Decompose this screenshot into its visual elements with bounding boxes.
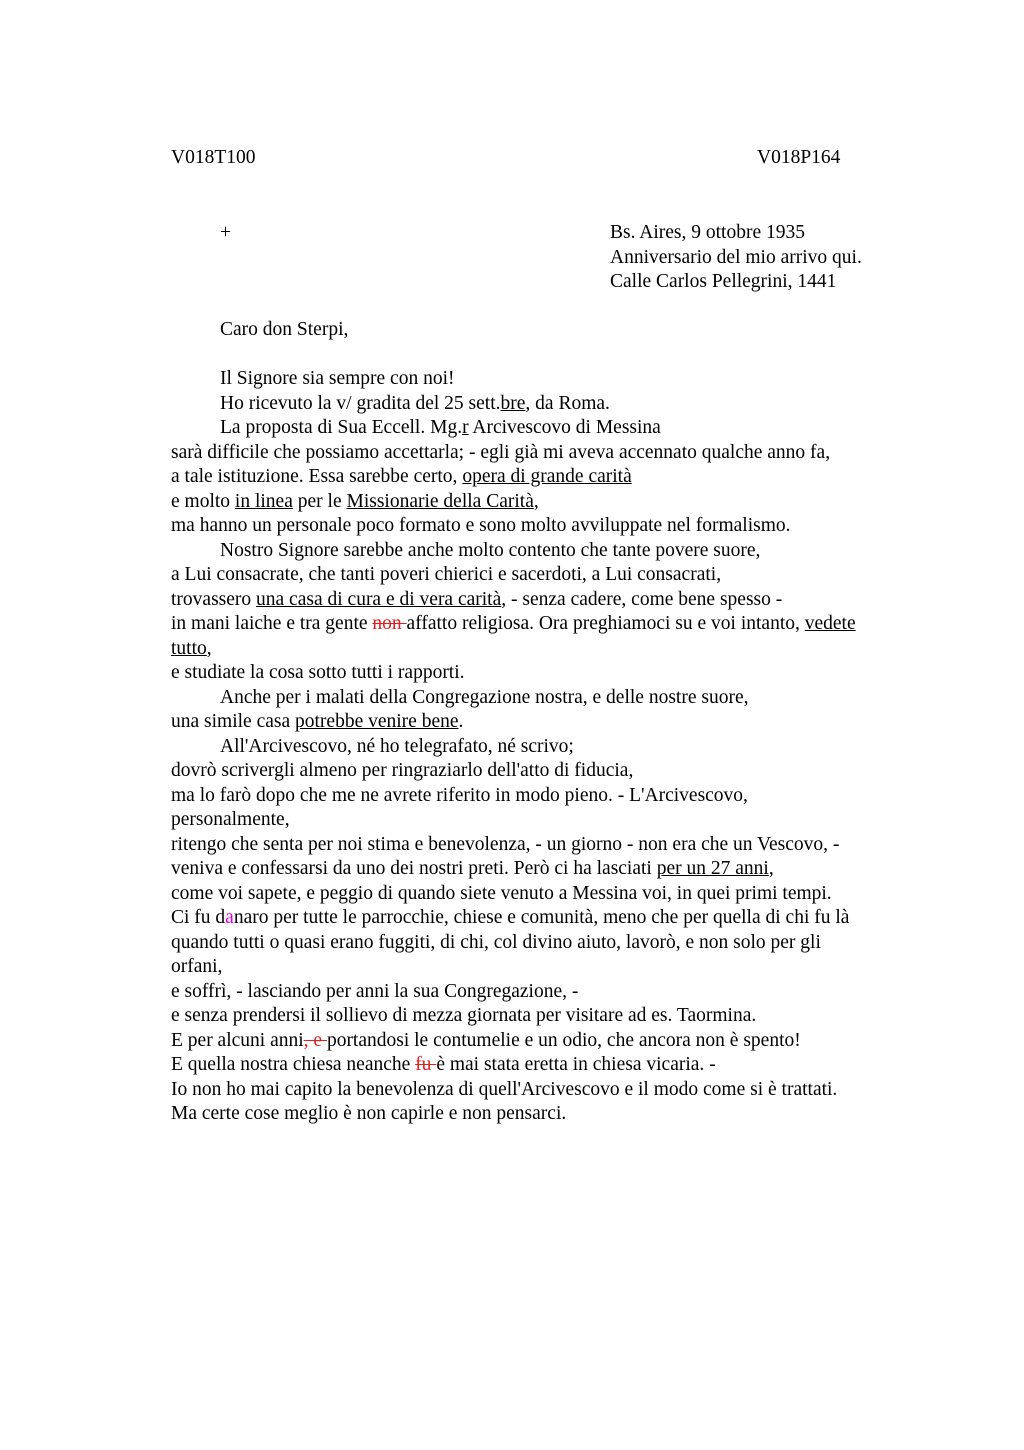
text-segment: per le xyxy=(292,490,347,512)
text-segment: Nostro Signore sarebbe anche molto contento che tante povere suore, xyxy=(220,539,761,561)
letter-line xyxy=(171,661,911,686)
letter-line xyxy=(171,906,911,931)
letter-line xyxy=(171,1102,911,1127)
text-segment: E per alcuni anni xyxy=(171,1029,304,1051)
text-segment: All'Arcivescovo, né ho telegrafato, né scrivo; xyxy=(220,735,574,757)
letter-line xyxy=(171,931,911,956)
text-segment: e studiate la cosa sotto tutti i rapporti. xyxy=(171,662,465,683)
letter-line xyxy=(171,563,911,588)
text-segment: una simile casa xyxy=(171,711,295,732)
text-segment: personalmente, xyxy=(171,809,290,830)
letter-line xyxy=(171,539,911,564)
letter-line xyxy=(171,612,911,637)
text-segment: , - senza cadere, come bene spesso - xyxy=(501,588,783,610)
underlined-text: vedete xyxy=(804,613,856,634)
text-segment: ma lo farò dopo che me ne avrete riferito in modo pieno. - L'Arcivescovo, xyxy=(171,784,748,806)
letter-line xyxy=(171,416,911,441)
text-segment: è mai stata eretta in chiesa vicaria. - xyxy=(436,1054,716,1075)
letter-line xyxy=(171,490,911,515)
text-segment: ma hanno un personale poco formato e sono molto avviluppate nel formalismo. xyxy=(171,515,791,536)
letter-line xyxy=(171,514,911,539)
deleted-text: non xyxy=(372,613,407,634)
letter-line xyxy=(171,637,911,662)
underlined-text: opera di grande carità xyxy=(462,466,632,487)
text-segment: , xyxy=(533,490,539,512)
underlined-text: bre xyxy=(500,392,526,414)
document-code-right: V018P164 xyxy=(757,147,841,168)
text-segment: dovrò scrivergli almeno per ringraziarlo dell'atto di fiducia, xyxy=(171,760,634,781)
text-segment: Anche per i malati della Congregazione nostra, e delle nostre suore, xyxy=(220,686,749,708)
cross-symbol: + xyxy=(220,222,231,243)
salutation: Caro don Sterpi, xyxy=(220,319,349,340)
letter-line xyxy=(171,465,911,490)
place-date-block xyxy=(610,221,862,295)
address-line: Calle Carlos Pellegrini, 1441 xyxy=(610,271,837,292)
text-segment: sarà difficile che possiamo accettarla; - egli già mi aveva accennato qualche anno fa, xyxy=(171,441,831,463)
text-segment: portandosi le contumelie e un odio, che ancora non è spento! xyxy=(326,1029,801,1051)
letter-line xyxy=(171,441,911,466)
text-segment: . xyxy=(458,711,464,732)
letter-line xyxy=(171,1078,911,1103)
text-segment: La proposta di Sua Eccell. Mg. xyxy=(220,417,463,438)
letter-line xyxy=(171,980,911,1005)
text-segment: Il Signore sia sempre con noi! xyxy=(220,368,455,389)
underlined-text: in linea xyxy=(234,490,293,512)
letter-line xyxy=(171,710,911,735)
text-segment: Ho ricevuto la v/ gradita del 25 sett. xyxy=(220,392,501,414)
letter-line xyxy=(171,857,911,882)
text-segment: e senza prendersi il sollievo di mezza giornata per visitare ad es. Taormina. xyxy=(171,1005,757,1026)
text-segment: , da Roma. xyxy=(525,392,610,414)
text-segment: Io non ho mai capito la benevolenza di quell'Arcivescovo e il modo come si è trattati. xyxy=(171,1078,838,1100)
underlined-text: per un 27 anni xyxy=(656,858,769,879)
text-segment: Arcivescovo di Messina xyxy=(468,417,661,438)
letter-line xyxy=(171,955,911,980)
letter-line xyxy=(171,392,911,417)
text-segment: E quella nostra chiesa neanche xyxy=(171,1054,416,1075)
text-segment: affatto religiosa. Ora preghiamoci su e voi intanto, xyxy=(406,613,805,634)
text-segment: , xyxy=(206,637,212,659)
letter-body xyxy=(171,367,911,1127)
text-segment: orfani, xyxy=(171,956,223,977)
text-segment: e molto xyxy=(171,490,235,512)
text-segment: veniva e confessarsi da uno dei nostri preti. Però ci ha lasciati xyxy=(171,858,657,879)
letter-line xyxy=(171,1053,911,1078)
letter-line xyxy=(171,1029,911,1054)
text-segment: naro per tutte le parrocchie, chiese e comunità, meno che per quella di chi fu là xyxy=(233,907,850,928)
text-segment: e soffrì, - lasciando per anni la sua Congregazione, - xyxy=(171,980,579,1002)
text-segment: trovassero xyxy=(171,588,257,610)
letter-line xyxy=(171,882,911,907)
letter-line xyxy=(171,808,911,833)
underlined-text: r xyxy=(462,417,469,438)
text-segment: Ci fu d xyxy=(171,907,226,928)
letter-line xyxy=(171,784,911,809)
text-segment: in mani laiche e tra gente xyxy=(171,613,373,634)
text-segment: a Lui consacrate, che tanti poveri chierici e sacerdoti, a Lui consacrati, xyxy=(171,564,722,585)
text-segment: ritengo che senta per noi stima e benevolenza, - un giorno - non era che un Vescovo, - xyxy=(171,833,840,855)
letter-line xyxy=(171,1004,911,1029)
letter-line xyxy=(171,367,911,392)
text-segment: come voi sapete, e peggio di quando siete venuto a Messina voi, in quei primi tempi. xyxy=(171,882,832,904)
underlined-text: tutto xyxy=(171,637,207,659)
anniversary-line: Anniversario del mio arrivo qui. xyxy=(610,246,862,268)
letter-line xyxy=(171,686,911,711)
text-segment: , xyxy=(768,858,774,879)
deleted-text: , e xyxy=(303,1029,327,1051)
text-segment: quando tutti o quasi erano fuggiti, di chi, col divino aiuto, lavorò, e non solo per gli xyxy=(171,931,821,953)
underlined-text: potrebbe venire bene xyxy=(295,711,459,732)
underlined-text: Missionarie della Carità xyxy=(346,490,534,512)
letter-line xyxy=(171,735,911,760)
inserted-letter: a xyxy=(225,907,234,928)
text-segment: a tale istituzione. Essa sarebbe certo, xyxy=(171,466,463,487)
letter-line xyxy=(171,588,911,613)
letter-line xyxy=(171,833,911,858)
underlined-text: una casa di cura e di vera carità xyxy=(256,588,502,610)
place-date-line: Bs. Aires, 9 ottobre 1935 xyxy=(610,222,805,243)
document-code-left: V018T100 xyxy=(171,147,256,168)
text-segment: Ma certe cose meglio è non capirle e non pensarci. xyxy=(171,1103,567,1124)
letter-line xyxy=(171,759,911,784)
deleted-text: fu xyxy=(415,1054,437,1075)
